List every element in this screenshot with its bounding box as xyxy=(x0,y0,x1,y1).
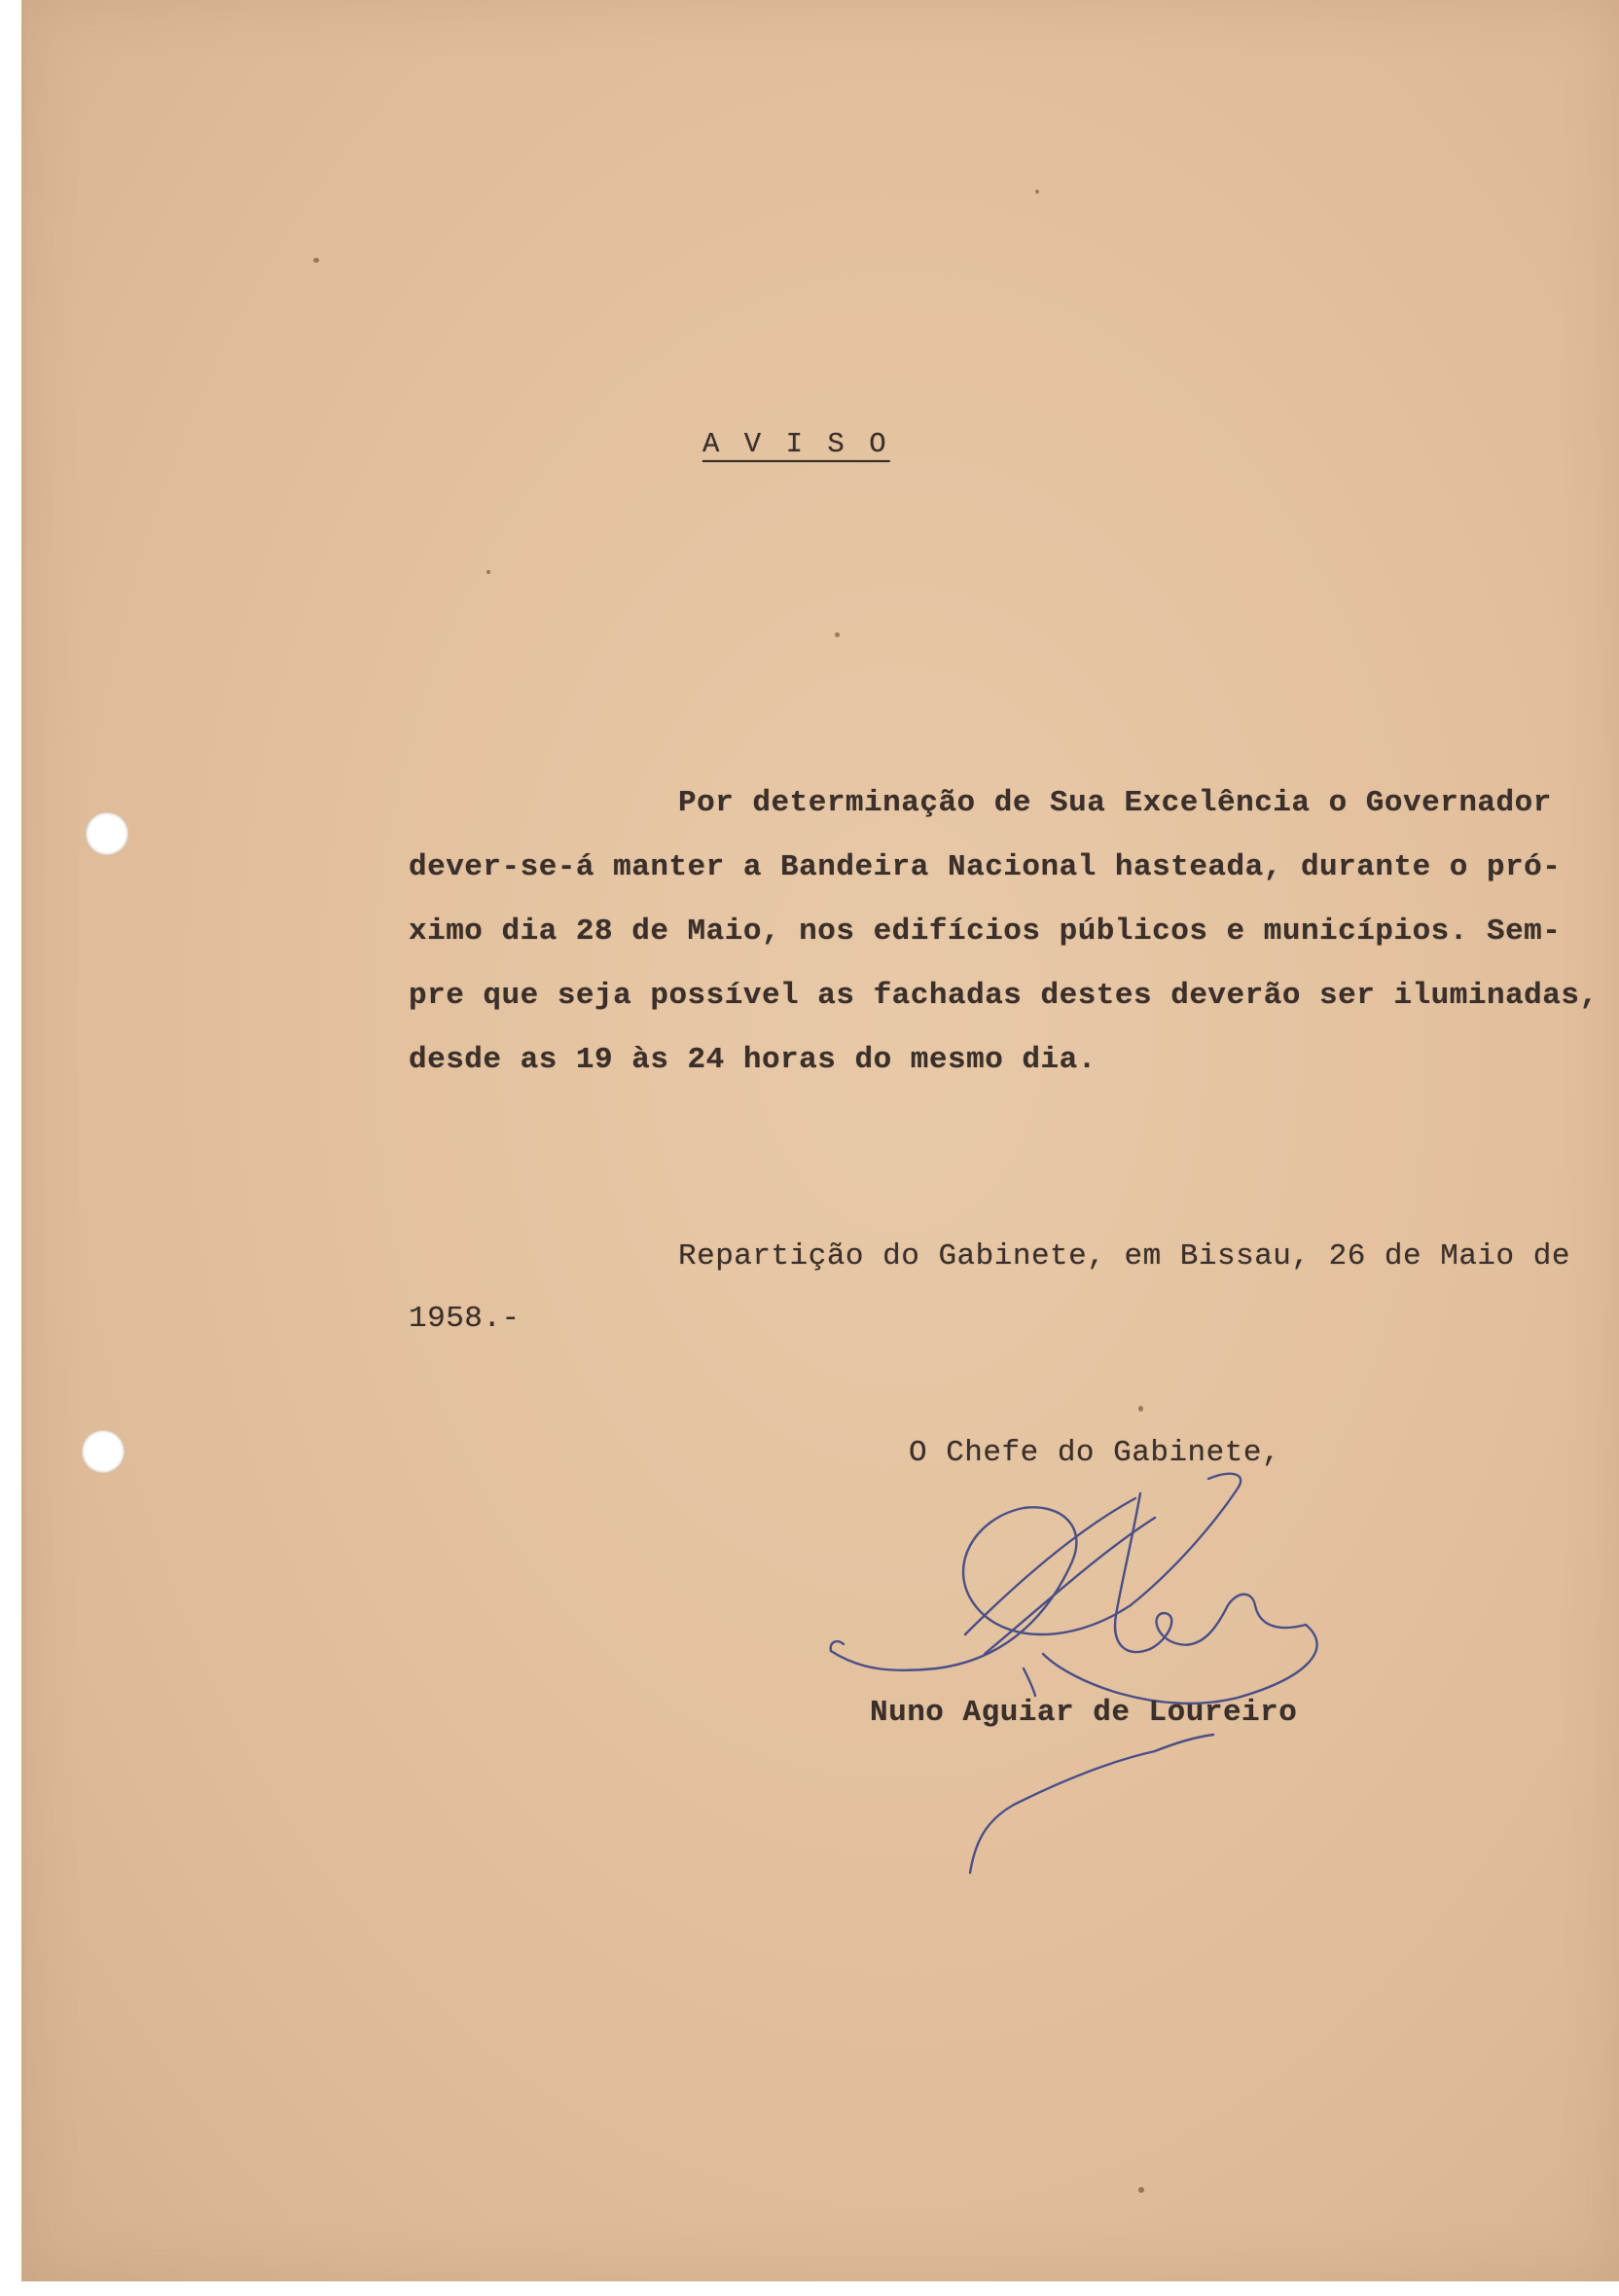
punch-hole-bottom xyxy=(82,1430,125,1473)
signatory-name: Nuno Aguiar de Loureiro xyxy=(870,1696,1298,1730)
place-date-line-1: Repartição do Gabinete, em Bissau, 26 de Maio de xyxy=(678,1239,1570,1274)
body-line-1: Por determinação de Sua Excelência o Governador xyxy=(678,786,1552,820)
body-line-4: pre que seja possível as fachadas destes deverão ser iluminadas, xyxy=(409,979,1599,1013)
paper-speck xyxy=(486,570,490,574)
document-title: A V I S O xyxy=(702,428,890,460)
paper-speck xyxy=(1138,2187,1144,2193)
handwritten-signature xyxy=(819,1459,1345,1887)
body-line-2: dever-se-á manter a Bandeira Nacional hasteada, durante o pró- xyxy=(409,850,1562,884)
body-line-3: ximo dia 28 de Maio, nos edifícios públicos e municípios. Sem- xyxy=(409,915,1562,949)
body-line-5: desde as 19 às 24 horas do mesmo dia. xyxy=(409,1043,1097,1077)
paper-speck xyxy=(1035,190,1039,194)
paper-edge xyxy=(21,0,27,2281)
signatory-title: O Chefe do Gabinete, xyxy=(909,1436,1281,1470)
paper-sheet xyxy=(21,0,1619,2281)
punch-hole-top xyxy=(86,812,128,855)
paper-speck xyxy=(835,632,840,637)
place-date-line-2: 1958.- xyxy=(409,1302,521,1336)
paper-speck xyxy=(313,258,319,263)
paper-speck xyxy=(1138,1406,1143,1412)
